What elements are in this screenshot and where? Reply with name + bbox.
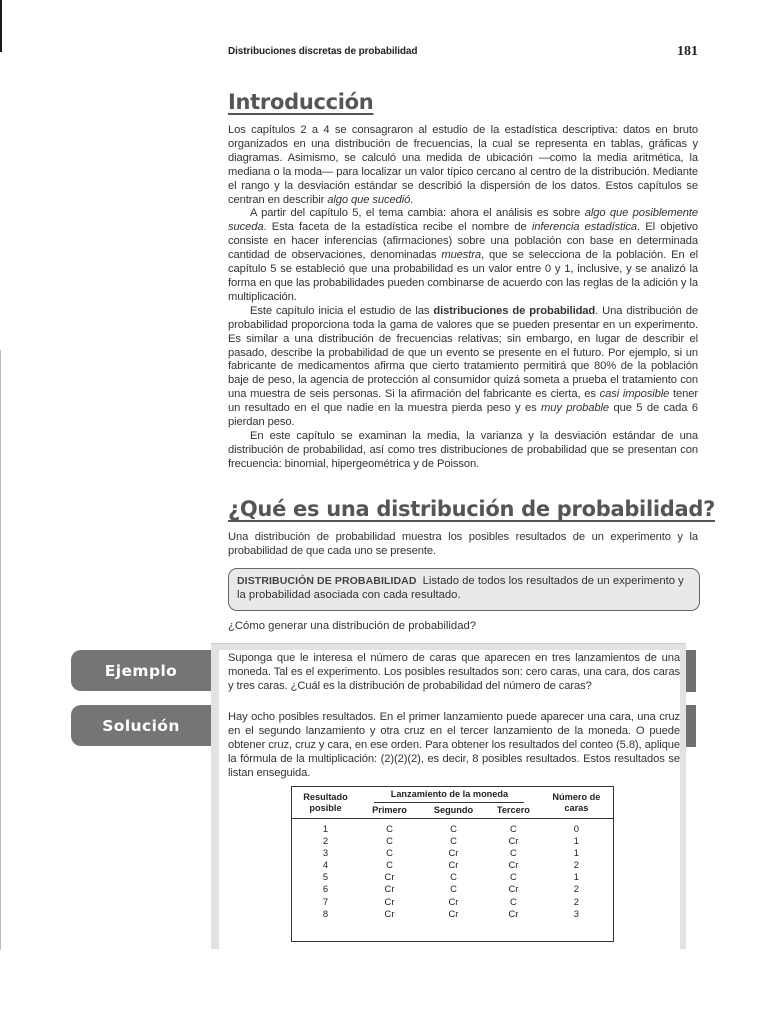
column-header-primero: Primero: [359, 803, 420, 819]
table-cell: Cr: [448, 907, 459, 919]
table-row: [292, 847, 613, 859]
table-cell: 2: [573, 895, 580, 907]
table-cell: 8: [322, 907, 329, 919]
ejemplo-text: Suponga que le interesa el número de caras que aparecen en tres lanzamientos de una moneda. Tal es el experimento. Los posibles resultados son: cero caras, una cara, dos caras y tres caras. ¿Cuál es la distribución de probabilidad del número de caras?: [228, 652, 680, 692]
table-cell: 7: [322, 895, 329, 907]
table-cell: Cr: [508, 883, 519, 895]
table-cell: C: [450, 835, 457, 847]
text-run: . Esta faceta de la estadística recibe el nombre de: [263, 221, 532, 234]
table-cell: Cr: [508, 835, 519, 847]
text-run: . El objetivo consiste en hacer inferencias (afirmaciones) sobre una población con base en determinada cantidad de observaciones, denominadas: [228, 221, 698, 262]
table-cell: Cr: [384, 895, 395, 907]
header-line: posible: [309, 802, 342, 813]
text-run: tener un resultado en el que nadie en la muestra pierda peso y es: [228, 388, 698, 415]
table-cell: C: [510, 895, 517, 907]
column-header-resultado: [292, 787, 359, 819]
page-edge-line: [0, 0, 2, 52]
emphasis-text: muy probable: [541, 402, 610, 415]
table-row: [292, 871, 613, 883]
introduccion-body: [228, 124, 698, 472]
table-row: [292, 835, 613, 847]
column-header-tercero: Tercero: [487, 803, 540, 819]
table-cell: C: [386, 847, 393, 859]
table-cell: C: [386, 823, 393, 834]
table-cell: C: [450, 883, 457, 895]
definition-text: Listado de todos los resultados de un experimento y la probabilidad asociada con cada resultado.: [237, 575, 684, 601]
header-line: Número de: [552, 791, 601, 802]
table-cell: 1: [573, 871, 580, 883]
table-cell: 5: [322, 871, 329, 883]
table-cell: Cr: [508, 859, 519, 871]
running-head: Distribuciones discretas de probabilidad: [228, 46, 418, 57]
paragraph: [228, 207, 698, 304]
table-cell: Cr: [384, 883, 395, 895]
paragraph: [228, 124, 698, 207]
column-header-segundo: Segundo: [420, 803, 487, 819]
text-run: .: [410, 193, 414, 206]
table-row: [292, 883, 613, 895]
definition-box: [228, 568, 700, 611]
emphasis-text: muestra: [441, 249, 482, 262]
page-edge-line: [0, 350, 1, 950]
text-run: Este capítulo inicia el estudio de las: [250, 304, 434, 317]
guiding-question: ¿Cómo generar una distribución de probabilidad?: [228, 620, 477, 632]
table-cell: Cr: [508, 907, 519, 919]
emphasis-text: inferencia estadística: [531, 221, 637, 234]
table-cell: C: [386, 859, 393, 871]
definition-term: DISTRIBUCIÓN DE PROBABILIDAD: [237, 575, 417, 587]
column-header-numero: [540, 787, 613, 819]
table-cell: C: [386, 835, 393, 847]
table-cell: Cr: [384, 907, 395, 919]
side-marker-bar: [686, 705, 696, 747]
table-cell: C: [450, 823, 457, 834]
table-cell: C: [510, 847, 517, 859]
table-cell: 2: [573, 883, 580, 895]
section-heading-que-es: ¿Qué es una distribución de probabilidad?: [228, 497, 715, 521]
outcomes-table: [291, 786, 614, 942]
table-row: [292, 819, 613, 836]
page-number: 181: [677, 44, 698, 59]
paragraph: Una distribución de probabilidad muestra los posibles resultados de un experimento y la probabilidad de que cada uno se presente.: [228, 531, 698, 557]
table-cell: 1: [573, 847, 580, 859]
section-heading-introduccion: Introducción: [228, 90, 374, 114]
table-cell: Cr: [448, 847, 459, 859]
ejemplo-tab: Ejemplo: [71, 650, 211, 691]
table-cell: C: [450, 871, 457, 883]
emphasis-text: casi imposible: [599, 388, 670, 401]
table-cell: C: [510, 871, 517, 883]
side-marker-bar: [686, 650, 696, 692]
paragraph: En este capítulo se examinan la media, la varianza y la desviación estándar de una distribución de probabilidad, así como tres distribuciones de probabilidad que se presentan con frecuencia: binomial, hipergeométrica y de Poisson.: [228, 429, 698, 470]
table-cell: Cr: [448, 859, 459, 871]
text-run: , que se selecciona de la población. En el capítulo 5 se estableció que una probabilidad es un valor entre 0 y 1, inclusive, y se analizó la forma en que las probabilidades pueden combinarse de acuerdo con las reglas de la adición y la multiplicación.: [228, 249, 698, 303]
table-cell: 2: [322, 835, 329, 847]
text-run: . Una distribución de probabilidad proporciona toda la gama de valores que se pueden presentar en un experimento. Es similar a una distribución de frecuencias relativas; sin embargo, en lugar de describir el pasado, describe la probabilidad de que un evento se presente en el futuro. Por ejemplo, si un fabricante de medicamentos afirma que cierto tratamiento permitirá que 80% de la población baje de peso, la agencia de protección al consumidor quizá someta a prueba el tratamiento con una muestra de seis personas. Si la afirmación del fabricante es cierta, es: [228, 304, 699, 401]
table-cell: 4: [322, 859, 329, 871]
bold-term: distribuciones de probabilidad: [433, 304, 596, 317]
table-cell: 2: [573, 859, 580, 871]
table-cell: 3: [322, 847, 329, 859]
text-run: que 5 de cada 6 pierdan peso.: [228, 402, 698, 429]
table-cell: 1: [573, 835, 580, 847]
column-group-header: [359, 787, 540, 803]
solucion-tab: Solución: [71, 705, 211, 746]
table-row: [292, 896, 613, 908]
emphasis-text: algo que sucedió: [327, 193, 411, 206]
emphasis-text: algo que posiblemente suceda: [228, 207, 698, 234]
table-cell: 3: [573, 907, 580, 919]
solucion-text: Hay ocho posibles resultados. En el primer lanzamiento puede aparecer una cara, una cruz en el segundo lanzamiento y otra cruz en el tercer lanzamiento de la moneda. O puede obtener cruz, cruz y cara, en ese orden. Para obtener los resultados del conteo (5.8), aplique la fórmula de la multiplicación: (2)(2)(2), es decir, 8 posibles resultados. Estos resultados se listan enseguida.: [228, 711, 680, 779]
table-row: [292, 908, 613, 920]
outcomes-table-grid: [292, 787, 613, 920]
header-line: caras: [564, 802, 589, 813]
group-label: Lanzamiento de la moneda: [374, 789, 524, 803]
table-cell: Cr: [448, 895, 459, 907]
table-cell: 0: [573, 823, 580, 834]
table-cell: 6: [322, 883, 329, 895]
table-cell: 1: [322, 823, 329, 834]
table-cell: Cr: [384, 871, 395, 883]
table-cell: C: [510, 823, 517, 834]
table-row: [292, 859, 613, 871]
paragraph: [228, 305, 698, 430]
text-run: Los capítulos 2 a 4 se consagraron al estudio de la estadística descriptiva: datos en bruto organizados en una distribución de frecuencias, la cual se representa en tablas, gráficas y diagramas. Asimismo, se calculó una medida de ubicación —como la media aritmética, la mediana o la moda— para localizar un valor típico cercano al centro de la distribución. Mediante el rango y la desviación estándar se describió la dispersión de los datos. Estos capítulos se centran en describir: [228, 124, 698, 206]
que-es-intro: [228, 531, 698, 559]
text-run: A partir del capítulo 5, el tema cambia: ahora el análisis es sobre: [250, 207, 585, 220]
header-line: Resultado: [303, 791, 348, 802]
